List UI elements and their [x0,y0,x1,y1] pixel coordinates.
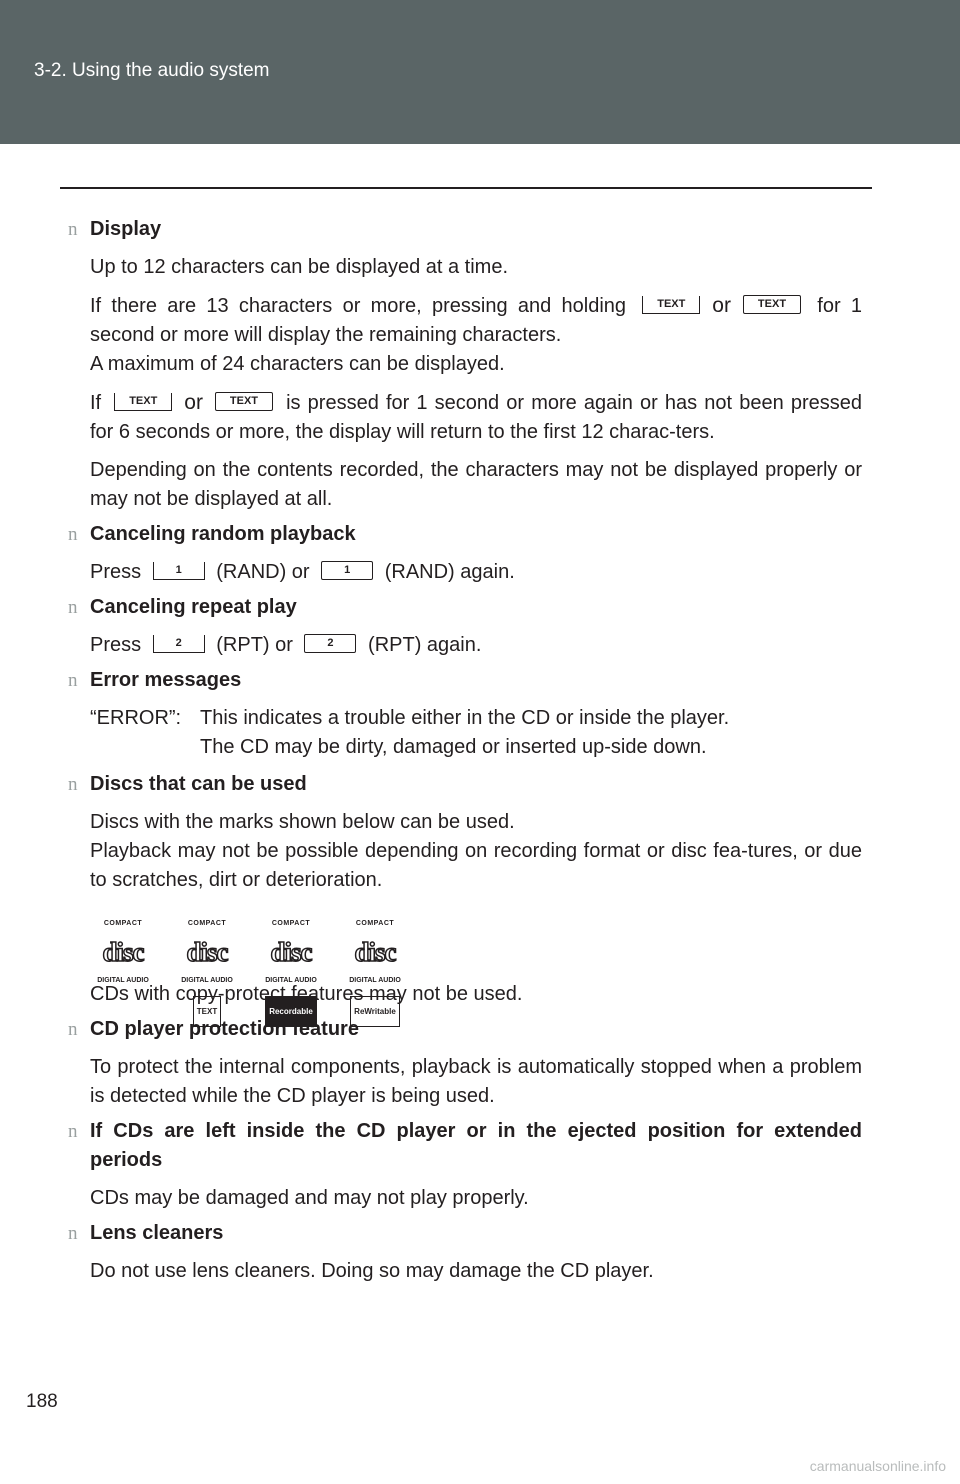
section-heading: Discs that can be used [90,773,307,795]
bullet-icon: n [68,670,78,691]
logo-disc-word: disc [354,937,396,967]
logo-bottom-text: DIGITAL AUDIO [181,977,233,984]
paragraph: Depending on the contents recorded, the characters may not be displayed properly or may not be displayed at all. [90,459,862,510]
section-left-inside [68,1117,862,1213]
text-run: (RAND) again. [384,561,515,583]
section-heading: CD player protection feature [90,1018,359,1040]
text-run: (RAND) or [216,561,310,583]
logo-top-text: COMPACT [355,920,395,927]
logo-disc-word: disc [102,937,144,967]
page-content [68,215,862,1292]
text-button-icon: TEXT [642,296,700,314]
bullet-icon: n [68,1121,78,1142]
section-random [68,520,862,587]
bullet-icon: n [68,1019,78,1040]
logo-bottom-text: DIGITAL AUDIO [97,977,149,984]
section-heading: Display [90,218,162,240]
paragraph [90,558,862,587]
bullet-icon: n [68,1223,78,1244]
preset-2-button-icon: 2 [153,635,205,653]
page-number: 188 [26,1391,58,1412]
compact-disc-rewritable-logo [342,909,408,1016]
logo-disc-word: disc [186,937,228,967]
error-code: “ERROR”: [90,707,182,729]
preset-2-button-icon: 2 [304,634,356,653]
logo-tag: ReWritable [350,996,400,1027]
text-run: Press [90,561,142,583]
paragraph [90,631,862,660]
text-run: Discs with the marks shown below can be used. [90,811,515,833]
error-entry [90,704,862,764]
section-heading: Error messages [90,669,242,691]
paragraph: Up to 12 characters can be displayed at a time. [90,256,509,278]
text-run: is pressed for 1 second or more again or has not been pressed for 6 seconds or more, the display will return to the first 12 charac-ters. [90,392,862,443]
error-description: This indicates a trouble either in the CD or inside the player. [200,707,730,729]
section-title: 3-2. Using the audio system [34,60,270,81]
text-run: A maximum of 24 characters can be displayed. [90,353,505,375]
logo-top-text: COMPACT [187,920,227,927]
logo-bottom-text: DIGITAL AUDIO [265,977,317,984]
text-button-icon: TEXT [114,393,172,411]
logo-disc-word: disc [270,937,312,967]
section-heading: Canceling repeat play [90,596,297,618]
text-run: Press [90,634,142,656]
logo-tag: TEXT [193,996,221,1027]
text-run: (RPT) again. [368,634,482,656]
section-lens [68,1219,862,1286]
section-display [68,215,862,514]
section-discs [68,770,862,1016]
section-heading: Canceling random playback [90,523,356,545]
compact-disc-recordable-logo [258,909,324,1016]
section-heading: If CDs are left inside the CD player or in the ejected position for extended periods [90,1120,862,1171]
paragraph: CDs with copy-protect features may not be used. [90,983,523,1005]
text-button-icon: TEXT [743,295,801,314]
compact-disc-logo [90,909,156,984]
section-heading: Lens cleaners [90,1222,224,1244]
text-run: If there are 13 characters or more, pressing and holding [90,295,627,317]
or-text: or [712,294,731,317]
page-header [0,0,960,144]
top-rule [60,187,872,189]
paragraph: To protect the internal components, playback is automatically stopped when a problem is detected while the CD player is being used. [90,1056,862,1107]
preset-1-button-icon: 1 [321,561,373,580]
logo-tag: Recordable [265,996,317,1027]
paragraph [90,388,862,447]
paragraph: CDs may be damaged and may not play properly. [90,1187,529,1209]
or-text: or [184,391,203,414]
watermark: carmanualsonline.info [809,1458,946,1474]
bullet-icon: n [68,774,78,795]
section-repeat [68,593,862,660]
preset-1-button-icon: 1 [153,562,205,580]
paragraph: Do not use lens cleaners. Doing so may damage the CD player. [90,1260,654,1282]
text-run: (RPT) or [216,634,293,656]
paragraph [90,291,862,379]
text-run: for 1 second or more will display the remaining characters. [90,295,862,346]
section-errors [68,666,862,764]
error-description: The CD may be dirty, damaged or inserted up-side down. [200,736,707,758]
logo-top-text: COMPACT [271,920,311,927]
bullet-icon: n [68,597,78,618]
bullet-icon: n [68,524,78,545]
paragraph [90,808,862,895]
logo-bottom-text: DIGITAL AUDIO [349,977,401,984]
logo-top-text: COMPACT [103,920,143,927]
text-run: Playback may not be possible depending on recording format or disc fea-tures, or due to scratches, dirt or deterioration. [90,840,862,891]
section-protection [68,1015,862,1111]
compact-disc-text-logo [174,909,240,1016]
text-button-icon: TEXT [215,392,273,411]
bullet-icon: n [68,219,78,240]
text-run: If [90,392,102,414]
